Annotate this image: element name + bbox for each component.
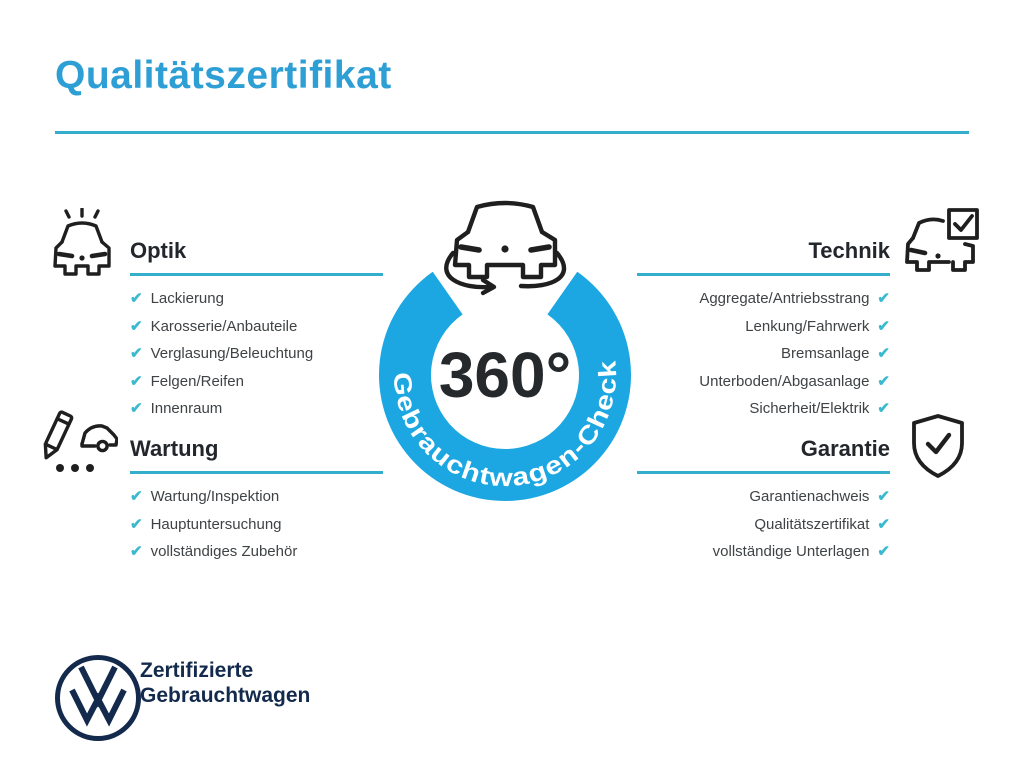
shield-check-icon bbox=[903, 410, 973, 488]
check-item bbox=[130, 317, 383, 335]
check-item-label: Garantienachweis bbox=[749, 488, 870, 505]
sparkling-car-icon bbox=[45, 208, 119, 280]
check-item-label: Sicherheit/Elektrik bbox=[749, 400, 870, 417]
check-icon: ✔ bbox=[130, 543, 143, 560]
section-garantie bbox=[637, 436, 890, 570]
check-item-label: Unterboden/Abgasanlage bbox=[699, 372, 870, 390]
check-item-label: Lenkung/Fahrwerk bbox=[745, 317, 870, 335]
section-title-garantie: Garantie bbox=[637, 436, 890, 474]
page-title: Qualitätszertifikat bbox=[55, 54, 392, 97]
check-item-label: Aggregate/Antriebsstrang bbox=[699, 290, 870, 307]
check-item-label: Qualitätszertifikat bbox=[754, 515, 870, 533]
check-item-label: Karosserie/Anbauteile bbox=[150, 317, 298, 335]
curved-label: Gebrauchtwagen-Check bbox=[387, 361, 623, 493]
check-icon: ✔ bbox=[877, 488, 890, 505]
check-icon: ✔ bbox=[877, 317, 890, 335]
footer-line2: Gebrauchtwagen bbox=[140, 684, 311, 708]
section-optik bbox=[130, 238, 383, 427]
check-item bbox=[637, 515, 890, 533]
section-title-optik: Optik bbox=[130, 238, 383, 276]
check-icon: ✔ bbox=[877, 543, 890, 560]
section-title-wartung: Wartung bbox=[130, 436, 383, 474]
section-title-technik: Technik bbox=[637, 238, 890, 276]
check-item bbox=[637, 542, 890, 560]
check-item-label: Innenraum bbox=[150, 400, 223, 417]
car-checkbox-icon bbox=[903, 206, 981, 280]
check-item bbox=[130, 289, 383, 307]
check-icon: ✔ bbox=[130, 515, 143, 533]
checklist-wartung bbox=[130, 487, 383, 560]
check-icon: ✔ bbox=[130, 488, 143, 505]
check-item-label: vollständiges Zubehör bbox=[150, 543, 298, 560]
checklist-optik bbox=[130, 289, 383, 417]
section-technik bbox=[637, 238, 890, 427]
check-item bbox=[130, 515, 383, 533]
check-item-label: Lackierung bbox=[150, 290, 224, 307]
check-item bbox=[130, 487, 383, 505]
check-item-label: Verglasung/Beleuchtung bbox=[150, 345, 314, 362]
check-item bbox=[130, 399, 383, 417]
section-wartung bbox=[130, 436, 383, 570]
check-icon: ✔ bbox=[877, 372, 890, 390]
check-item-label: Felgen/Reifen bbox=[150, 372, 244, 390]
check-icon: ✔ bbox=[130, 372, 143, 390]
check-item bbox=[130, 344, 383, 362]
check-item-label: Wartung/Inspektion bbox=[150, 488, 280, 505]
degree-label: 360° bbox=[438, 339, 572, 411]
checklist-garantie bbox=[637, 487, 890, 560]
check-icon: ✔ bbox=[877, 345, 890, 362]
title-rule bbox=[55, 131, 969, 134]
footer-title bbox=[140, 658, 310, 708]
check-item bbox=[637, 372, 890, 390]
360-check-badge bbox=[365, 185, 645, 515]
service-checklist-icon bbox=[42, 404, 118, 478]
check-icon: ✔ bbox=[130, 345, 143, 362]
check-item bbox=[130, 372, 383, 390]
check-item-label: vollständige Unterlagen bbox=[712, 543, 870, 560]
check-item bbox=[637, 487, 890, 505]
check-icon: ✔ bbox=[877, 515, 890, 533]
check-icon: ✔ bbox=[877, 290, 890, 307]
check-item bbox=[637, 399, 890, 417]
check-icon: ✔ bbox=[877, 400, 890, 417]
checklist-technik bbox=[637, 289, 890, 417]
footer-line1: Zertifizierte bbox=[140, 659, 254, 682]
check-item-label: Bremsanlage bbox=[781, 345, 870, 362]
check-item bbox=[637, 289, 890, 307]
check-item-label: Hauptuntersuchung bbox=[150, 515, 282, 533]
check-item bbox=[130, 542, 383, 560]
check-icon: ✔ bbox=[130, 400, 143, 417]
check-icon: ✔ bbox=[130, 290, 143, 307]
vw-logo bbox=[52, 652, 144, 744]
check-item bbox=[637, 317, 890, 335]
check-item bbox=[637, 344, 890, 362]
check-icon: ✔ bbox=[130, 317, 143, 335]
